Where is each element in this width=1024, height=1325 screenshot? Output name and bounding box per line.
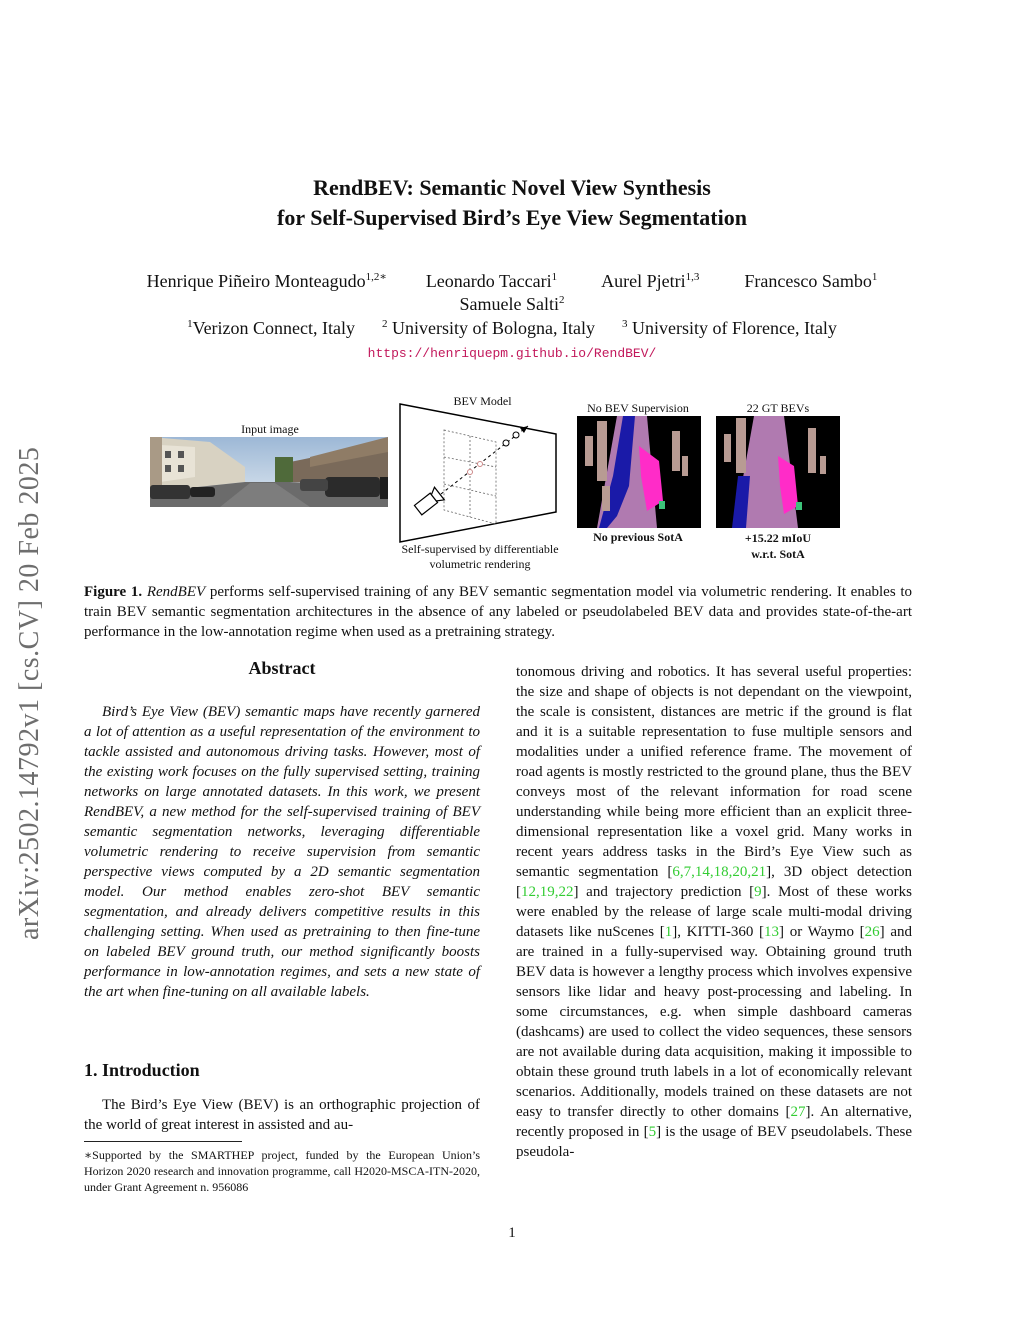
figure-input-label: Input image bbox=[241, 422, 299, 436]
panel2-label: 22 GT BEVs bbox=[746, 401, 810, 415]
author-list-line-2 bbox=[0, 294, 1024, 315]
page-number: 1 bbox=[508, 1225, 516, 1241]
citation-link[interactable]: 6,7,14,18,20,21 bbox=[672, 864, 767, 880]
author-list bbox=[0, 270, 1024, 292]
title-line-1: RendBEV: Semantic Novel View Synthesis bbox=[313, 175, 711, 200]
affiliations bbox=[0, 318, 1024, 339]
footnote: ∗Supported by the SMARTHEP project, funded by the European Union’s Horizon 2020 research and innovation programme, call H2020-MSCA-ITN-2020, under Grant Agreement n. 956086 bbox=[84, 1148, 480, 1194]
citation-link[interactable]: 5 bbox=[648, 1124, 657, 1140]
figure-selfsup-label: Self-supervised by differentiable volumetric rendering bbox=[401, 542, 559, 571]
input-image bbox=[150, 437, 388, 507]
citation-link[interactable]: 13 bbox=[764, 924, 780, 940]
citation-link[interactable]: 12,19,22 bbox=[521, 884, 574, 900]
footnote-rule bbox=[84, 1141, 242, 1142]
bev-panel-gt bbox=[716, 416, 840, 528]
right-column-text: tonomous driving and robotics. It has several useful properties: the size and shape of objects is not dependant on the viewpoint, the scale is consistent, distances are metric if the ground is flat and it is a suitable representation to fuse multiple sensors and modalities under a unified reference frame. The movement of road agents is mostly restricted to the ground plane, thus the BEV conveys most of the relevant information for road scene understanding while being more efficient than an explicit three-dimensional representation like a voxel grid. Many works in recent years address tasks in the Bird’s Eye View such as semantic segmentation [6,7,14,18,20,21], 3D object detection [12,19,22] and trajectory prediction [9]. Most of these works were enabled by the release of large scale multi-modal driving datasets like nuScenes [1], KITTI-360 [13] or Waymo [26] and are trained in a fully-supervised way. Obtaining ground truth BEV data is however a lengthy process which involves expensive sensors like lidar and heavy post-processing and labeling. In some circumstances, e.g. when simple dashboard cameras (dashcams) are used to collect the video sequences, these sensors are not available during data acquisition, making it impossible to obtain these ground truth labels in a lot of economically relevant scenarios. Additionally, models trained on these datasets are not easy to transfer directly to other domains [27]. An alternative, recently proposed in [5] is the usage of BEV pseudolabels. These pseudola- bbox=[516, 664, 912, 1160]
citation-link[interactable]: 27 bbox=[790, 1104, 806, 1120]
panel1-label: No BEV Supervision bbox=[587, 401, 689, 415]
abstract-heading: Abstract bbox=[248, 658, 316, 678]
author: Francesco Sambo$^1$ bbox=[744, 271, 878, 291]
affiliation: $^2$ University of Bologna, Italy bbox=[382, 318, 595, 338]
project-url[interactable]: https://henriquepm.github.io/RendBEV/ bbox=[367, 346, 657, 361]
figure-model-label: BEV Model bbox=[453, 394, 512, 408]
panel2-result: +15.22 mIoU w.r.t. SotA bbox=[744, 531, 812, 561]
affiliation: $^1$Verizon Connect, Italy bbox=[187, 318, 356, 338]
bev-model-diagram bbox=[396, 402, 560, 548]
arxiv-identifier: arXiv:2502.14792v1 [cs.CV] 20 Feb 2025 bbox=[14, 446, 45, 940]
author: Henrique Piñeiro Monteagudo$^{1,2∗}$ bbox=[146, 271, 387, 291]
title-line-2: for Self-Supervised Bird’s Eye View Segmentation bbox=[277, 205, 747, 230]
affiliation: $^3$ University of Florence, Italy bbox=[621, 318, 837, 338]
panel1-result: No previous SotA bbox=[593, 530, 683, 544]
author: Samuele Salti$^2$ bbox=[459, 294, 565, 314]
paper-title bbox=[0, 173, 1024, 233]
figure-caption: Figure 1. RendBEV performs self-supervised training of any BEV semantic segmentation model via volumetric rendering. It enables to train BEV semantic segmentation architectures in the absence of any labeled or pseudolabeled BEV data and provides state-of-the-art performance in the low-annotation regime when used as a pretraining strategy. bbox=[84, 584, 912, 640]
introduction-heading: 1. Introduction bbox=[84, 1060, 200, 1080]
author: Aurel Pjetri$^{1,3}$ bbox=[601, 271, 700, 291]
bev-panel-no-supervision bbox=[577, 416, 701, 528]
author: Leonardo Taccari$^1$ bbox=[425, 271, 558, 291]
abstract-text: Bird’s Eye View (BEV) semantic maps have recently garnered a lot of attention as a useful representation of the environment to tackle assisted and autonomous driving tasks. However, most of the existing work focuses on the fully supervised setting, training networks on large annotated datasets. In this work, we present RendBEV, a new method for the self-supervised training of BEV semantic segmentation networks, leveraging differentiable volumetric rendering to receive supervision from semantic perspective views computed by a 2D semantic segmentation model. Our method enables zero-shot BEV semantic segmentation, and already delivers competitive results in this challenging setting. When used as pretraining to then fine-tune on labeled BEV ground truth, our method significantly boosts performance in low-annotation regimes, and sets a new state of the art when fine-tuning on all available labels. bbox=[84, 704, 480, 1000]
citation-link[interactable]: 26 bbox=[864, 924, 880, 940]
introduction-text: The Bird’s Eye View (BEV) is an orthographic projection of the world of great interest in assisted and au- bbox=[84, 1097, 480, 1133]
citation-link[interactable]: 9 bbox=[754, 884, 762, 900]
citation-link[interactable]: 1 bbox=[664, 924, 673, 940]
